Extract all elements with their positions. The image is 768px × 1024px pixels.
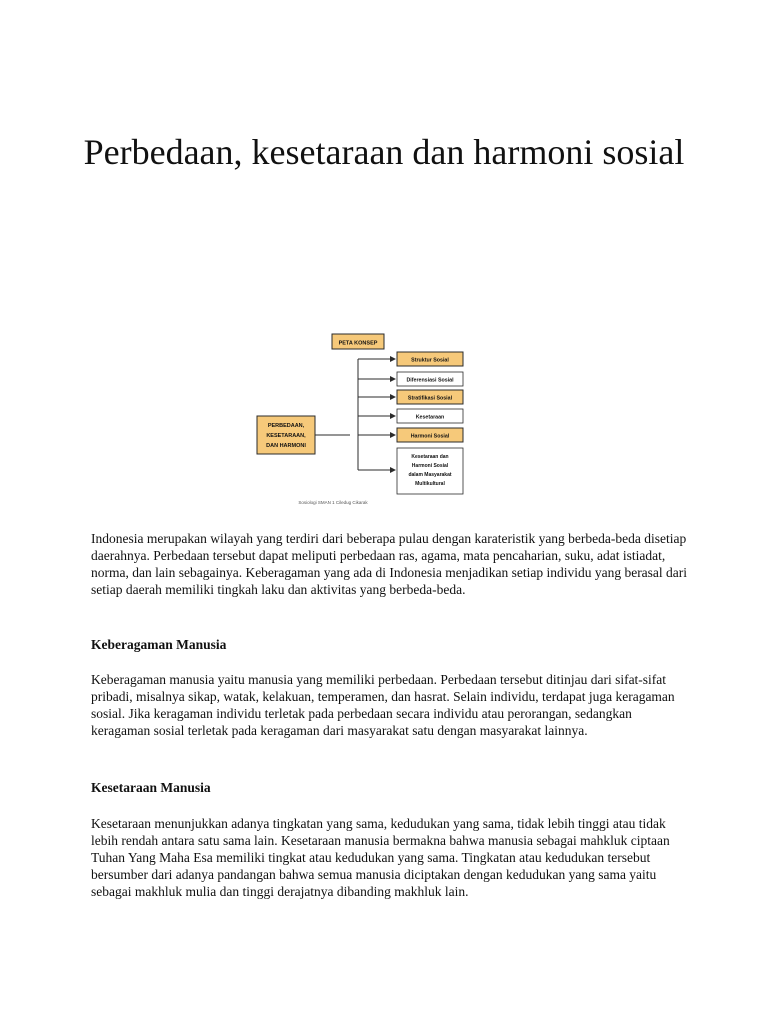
branch-label-5: Harmoni Sosial bbox=[410, 433, 450, 440]
branch-label-3: Stratifikasi Sosial bbox=[407, 395, 453, 402]
intro-paragraph: Indonesia merupakan wilayah yang terdiri dari beberapa pulau dengan karateristik yang berbeda-beda disetiap daerahnya. Perbedaan tersebut dapat meliputi perbedaan ras, agama, mata pencaharian, suku, adat istiadat, norma, dan lain sebagainya. Keberagaman yang ada di Indonesia menjadikan setiap individu yang berasal dari setiap daerah memiliki tingkah laku dan aktivitas yang berbeda-beda. bbox=[91, 531, 688, 598]
source-line-2: KESETARAAN, bbox=[266, 433, 306, 439]
paragraph-kesetaraan: Kesetaraan menunjukkan adanya tingkatan yang sama, kedudukan yang sama, tidak lebih tinggi atau tidak lebih rendah antara satu sama lain. Kesetaraan manusia bermakna bahwa manusia sebagai mahkluk ciptaan Tuhan Yang Maha Esa memiliki tingkat atau kedudukan yang sama. Tingkatan atau kedudukan tersebut bersumber dari adanya pandangan bahwa semua manusia diciptakan dengan kedudukan yang sama yaitu sebagai makhluk mulia dan tinggi derajatnya dibanding makhluk lain. bbox=[91, 816, 670, 900]
paragraph-keberagaman: Keberagaman manusia yaitu manusia yang memiliki perbedaan. Perbedaan tersebut ditinjau dari sifat-sifat pribadi, misalnya sikap, watak, kelakuan, temperamen, dan hasrat. Selain individu, terdapat juga keragaman sosial. Jika keragaman individu terletak pada perbedaan secara individu atau perorangan, sedangkan keragaman sosial terletak pada keragaman dari masyarakat satu dengan masyarakat lainnya. bbox=[91, 672, 675, 739]
branch-label-6-line-4: Multikultural bbox=[415, 481, 445, 487]
figure-caption: Sosiologi SMAN 1 Ciledug Cikarak bbox=[298, 500, 368, 505]
section-heading-keberagaman: Keberagaman Manusia bbox=[91, 637, 227, 652]
source-line-3: DAN HARMONI bbox=[266, 443, 306, 449]
source-line-1: PERBEDAAN, bbox=[267, 423, 305, 429]
branch-label-6-line-2: Harmoni Sosial bbox=[411, 463, 449, 469]
branch-label-4: Kesetaraan bbox=[415, 414, 445, 421]
concept-map-figure bbox=[255, 330, 481, 510]
section-heading-kesetaraan: Kesetaraan Manusia bbox=[91, 780, 211, 795]
concept-map-header: PETA KONSEP bbox=[338, 340, 378, 347]
branch-label-6-line-1: Kesetaraan dan bbox=[411, 454, 449, 460]
branch-label-2: Diferensiasi Sosial bbox=[406, 377, 454, 384]
concept-map-diagram bbox=[255, 330, 481, 510]
branch-label-1: Struktur Sosial bbox=[411, 357, 449, 364]
branch-label-6-line-3: dalam Masyarakat bbox=[408, 472, 452, 478]
document-title: Perbedaan, kesetaraan dan harmoni sosial bbox=[83, 132, 685, 172]
